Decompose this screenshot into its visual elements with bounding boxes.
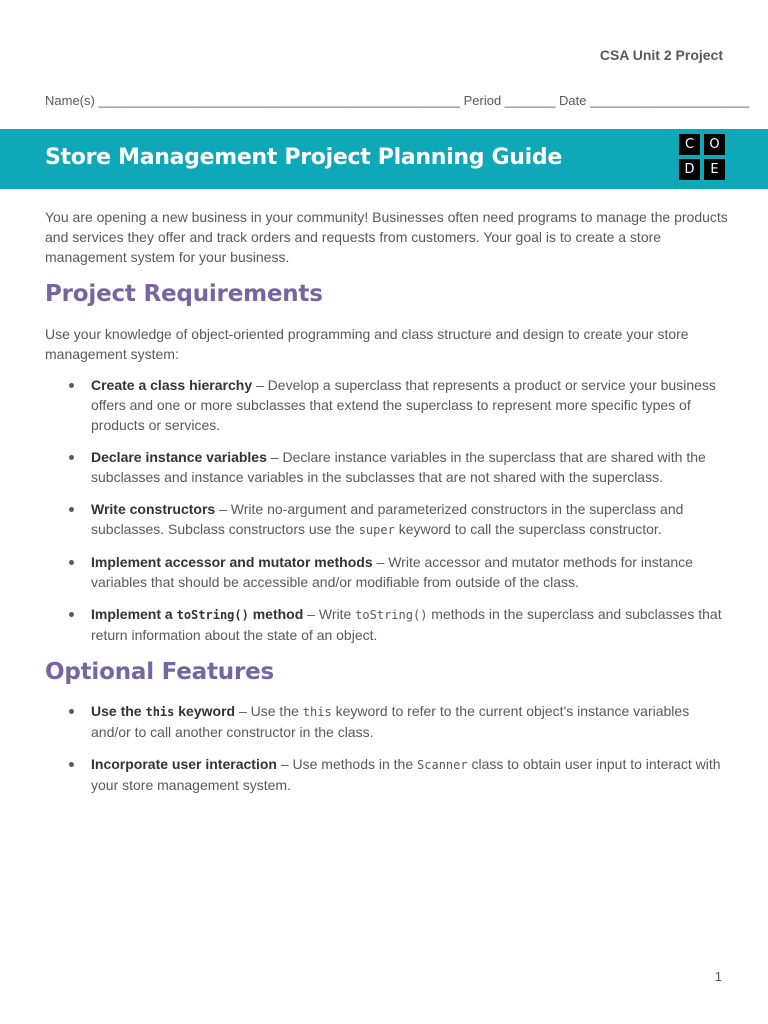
item-text: – Use the (235, 703, 303, 719)
code-keyword: Scanner (417, 758, 468, 772)
unit-label: CSA Unit 2 Project (599, 47, 723, 63)
item-text: class to obtain user input to interact with your store management system. (91, 756, 721, 793)
item-text: – Develop a superclass that represents a product or service your business offers and one or more subclasses that extend the superclass to represent more specific types of products or services. (91, 377, 716, 433)
optional-heading: Optional Features (45, 659, 274, 685)
item-title: Implement accessor and mutator methods (91, 554, 373, 570)
item-text: – Write (303, 606, 356, 622)
item-text: – Write accessor and mutator methods for instance variables that should be accessible and/or modifiable from outside of the class. (91, 554, 693, 590)
page-number: 1 (714, 969, 722, 984)
logo-letter: O (704, 134, 725, 155)
requirements-list (45, 375, 725, 657)
item-text: – Use methods in the (276, 756, 418, 772)
list-item (45, 447, 725, 487)
item-text: keyword to refer to the current object's instance variables and/or to call another constructor in the class. (91, 703, 690, 740)
name-blank[interactable]: __________________________________________________ (98, 93, 460, 108)
list-item (45, 499, 725, 540)
title-banner (0, 129, 768, 189)
item-title: Implement a toString() method (91, 606, 304, 622)
list-item (45, 375, 725, 435)
period-blank[interactable]: _______ (504, 93, 556, 108)
item-title: Write constructors (91, 501, 216, 517)
period-label: Period (463, 93, 502, 108)
optional-list (45, 701, 725, 807)
list-item (45, 552, 725, 592)
item-text: – Write no-argument and parameterized constructors in the superclass and subclasses. Subclass constructors use the (91, 501, 684, 537)
date-label: Date (559, 93, 587, 108)
intro-paragraph: You are opening a new business in your community! Businesses often need programs to manage the products and services they offer and track orders and requests from customers. Your goal is to create a store management system for your business. (45, 209, 728, 265)
item-title: Create a class hierarchy (91, 377, 253, 393)
logo-letter: C (679, 134, 700, 155)
item-title: Declare instance variables (91, 449, 267, 465)
list-item (45, 754, 725, 795)
page-title: Store Management Project Planning Guide (45, 145, 562, 170)
requirements-heading: Project Requirements (45, 281, 323, 307)
code-keyword: toString() (355, 608, 428, 622)
code-keyword: super (358, 523, 395, 537)
code-logo (679, 134, 725, 182)
list-item (45, 701, 725, 742)
item-text: keyword to call the superclass constructor. (394, 521, 662, 537)
item-text: – Declare instance variables in the superclass that are shared with the subclasses and instance variables in the subclasses that are not shared with the superclass. (91, 449, 706, 485)
item-title: Use the this keyword (91, 703, 236, 719)
logo-letter: E (704, 159, 725, 180)
date-blank[interactable]: ______________________ (590, 93, 750, 108)
code-keyword: this (302, 705, 332, 719)
requirements-lead: Use your knowledge of object-oriented programming and class structure and design to create your store management system: (45, 326, 689, 362)
code-keyword: toString() (176, 608, 249, 622)
list-item (45, 604, 725, 645)
item-title: Incorporate user interaction (91, 756, 277, 772)
name-label: Name(s) (45, 93, 95, 108)
code-keyword: this (145, 705, 175, 719)
name-period-date-row (45, 93, 749, 108)
logo-letter: D (679, 159, 700, 180)
item-text: methods in the superclass and subclasses that return information about the state of an object. (91, 606, 722, 643)
